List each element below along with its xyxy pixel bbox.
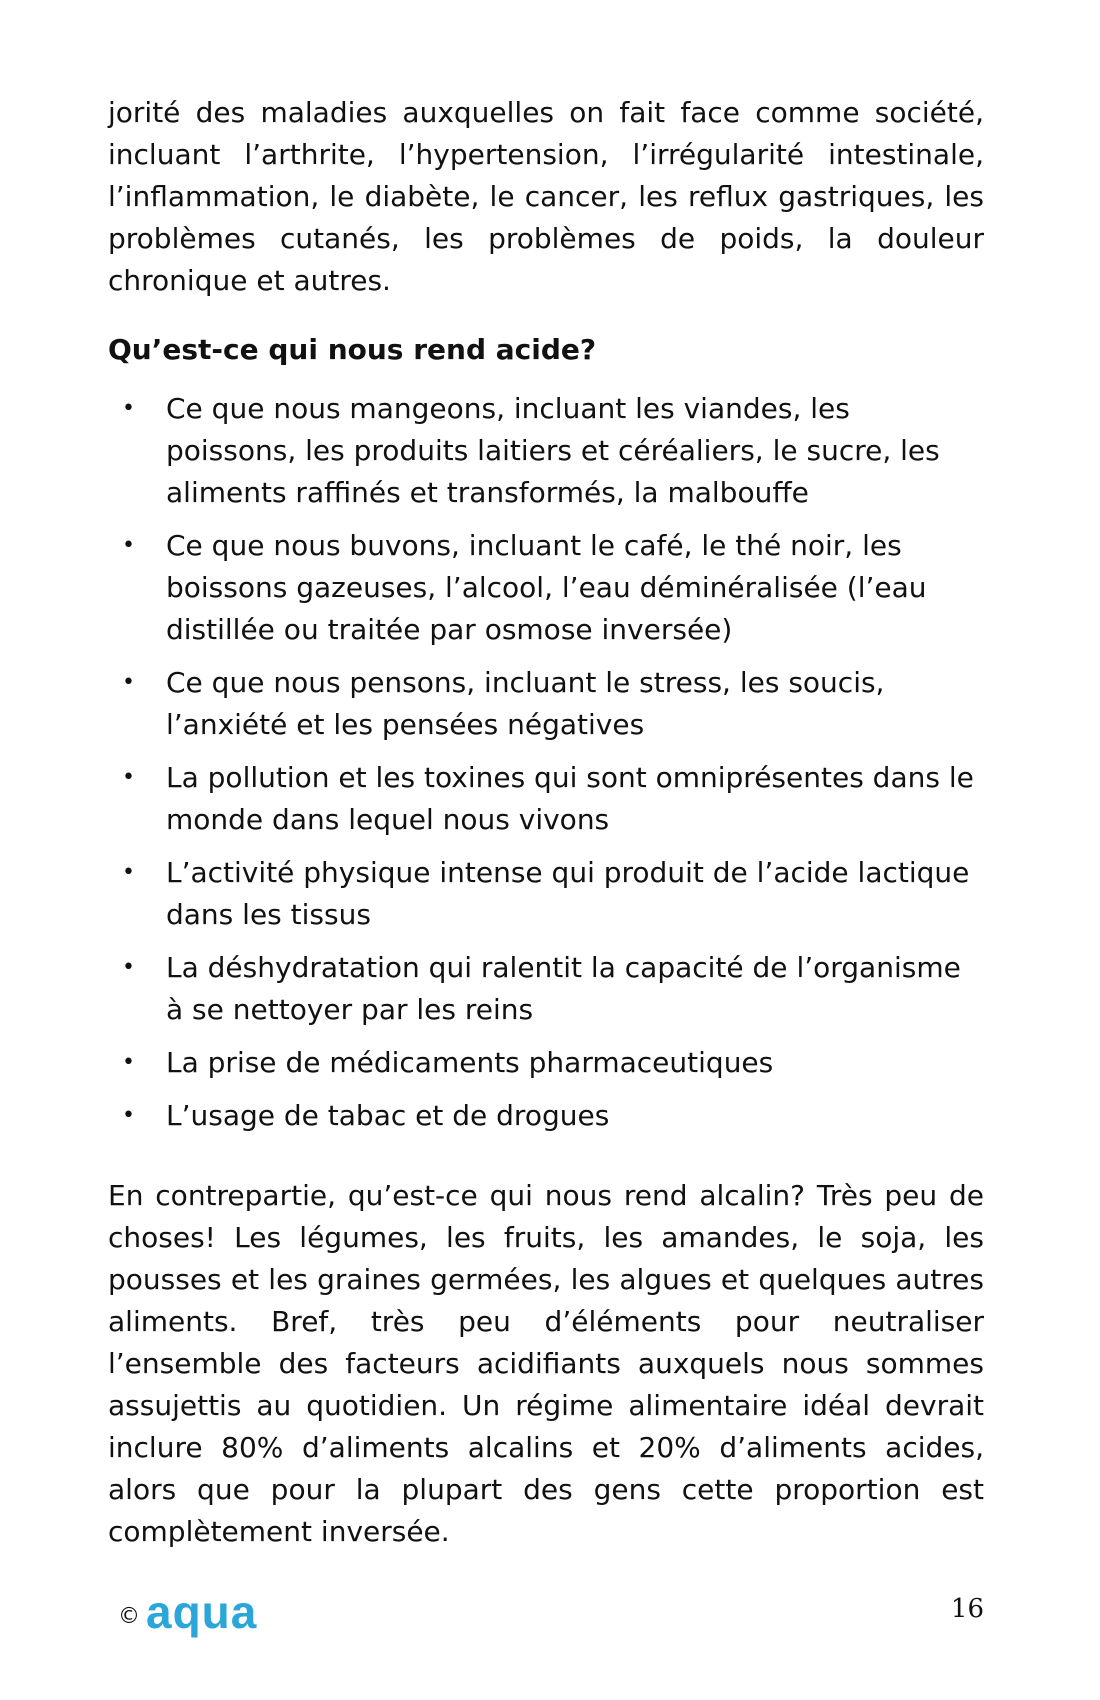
list-item-text: L’usage de tabac et de drogues: [166, 1099, 610, 1132]
list-item: [108, 947, 984, 1031]
closing-paragraph: En contrepartie, qu’est-ce qui nous rend alcalin? Très peu de choses! Les légumes, les fruits, les amandes, le soja, les pousses et les graines germées, les algues et quelques autres aliments. Bref, très peu d’éléments pour neutraliser l’ensemble des facteurs acidifiants auxquels nous sommes assujettis au quotidien. Un régime alimentaire idéal devrait inclure 80% d’aliments alcalins et 20% d’aliments acides, alors que pour la plupart des gens cette proportion est complètement inversée.: [108, 1179, 984, 1548]
bullet-list: [108, 388, 984, 1137]
page-number: 16: [950, 1594, 984, 1624]
list-item: [108, 1095, 984, 1137]
aqua-logo: [146, 1590, 296, 1648]
bullet-icon: •: [122, 765, 135, 790]
page-content: [108, 92, 984, 1553]
bullet-icon: •: [122, 396, 135, 421]
list-item-text: Ce que nous buvons, incluant le café, le thé noir, les boissons gazeuses, l’alcool, l’eau déminéralisée (l’eau distillée ou traitée par osmose inversée): [166, 529, 927, 646]
list-item: [108, 1042, 984, 1084]
list-item: [108, 525, 984, 651]
bullet-icon: •: [122, 955, 135, 980]
list-item: [108, 757, 984, 841]
list-item: [108, 662, 984, 746]
bullet-icon: •: [122, 1103, 135, 1128]
page-footer: [118, 1590, 984, 1650]
list-item: [108, 388, 984, 514]
section-heading: Qu’est-ce qui nous rend acide?: [108, 333, 597, 366]
bullet-icon: •: [122, 670, 135, 695]
list-item-text: Ce que nous mangeons, incluant les viandes, les poissons, les produits laitiers et céréaliers, le sucre, les aliments raffinés et transformés, la malbouffe: [166, 392, 940, 509]
list-item-text: L’activité physique intense qui produit de l’acide lactique dans les tissus: [166, 856, 970, 931]
list-item-text: La prise de médicaments pharmaceutiques: [166, 1046, 774, 1079]
bullet-icon: •: [122, 533, 135, 558]
list-item-text: Ce que nous pensons, incluant le stress, les soucis, l’anxiété et les pensées négatives: [166, 666, 885, 741]
list-item-text: La pollution et les toxines qui sont omniprésentes dans le monde dans lequel nous vivons: [166, 761, 974, 836]
bullet-icon: •: [122, 860, 135, 885]
list-item: [108, 852, 984, 936]
list-item-text: La déshydratation qui ralentit la capacité de l’organisme à se nettoyer par les reins: [166, 951, 961, 1026]
copyright-symbol: ©: [118, 1604, 140, 1629]
intro-paragraph: jorité des maladies auxquelles on fait face comme société, incluant l’arthrite, l’hypertension, l’irrégularité intestinale, l’inflammation, le diabète, le cancer, les reflux gastriques, les problèmes cutanés, les problèmes de poids, la douleur chronique et autres.: [108, 96, 984, 297]
bullet-icon: •: [122, 1050, 135, 1075]
aqua-logo-text: aqua: [146, 1590, 258, 1638]
